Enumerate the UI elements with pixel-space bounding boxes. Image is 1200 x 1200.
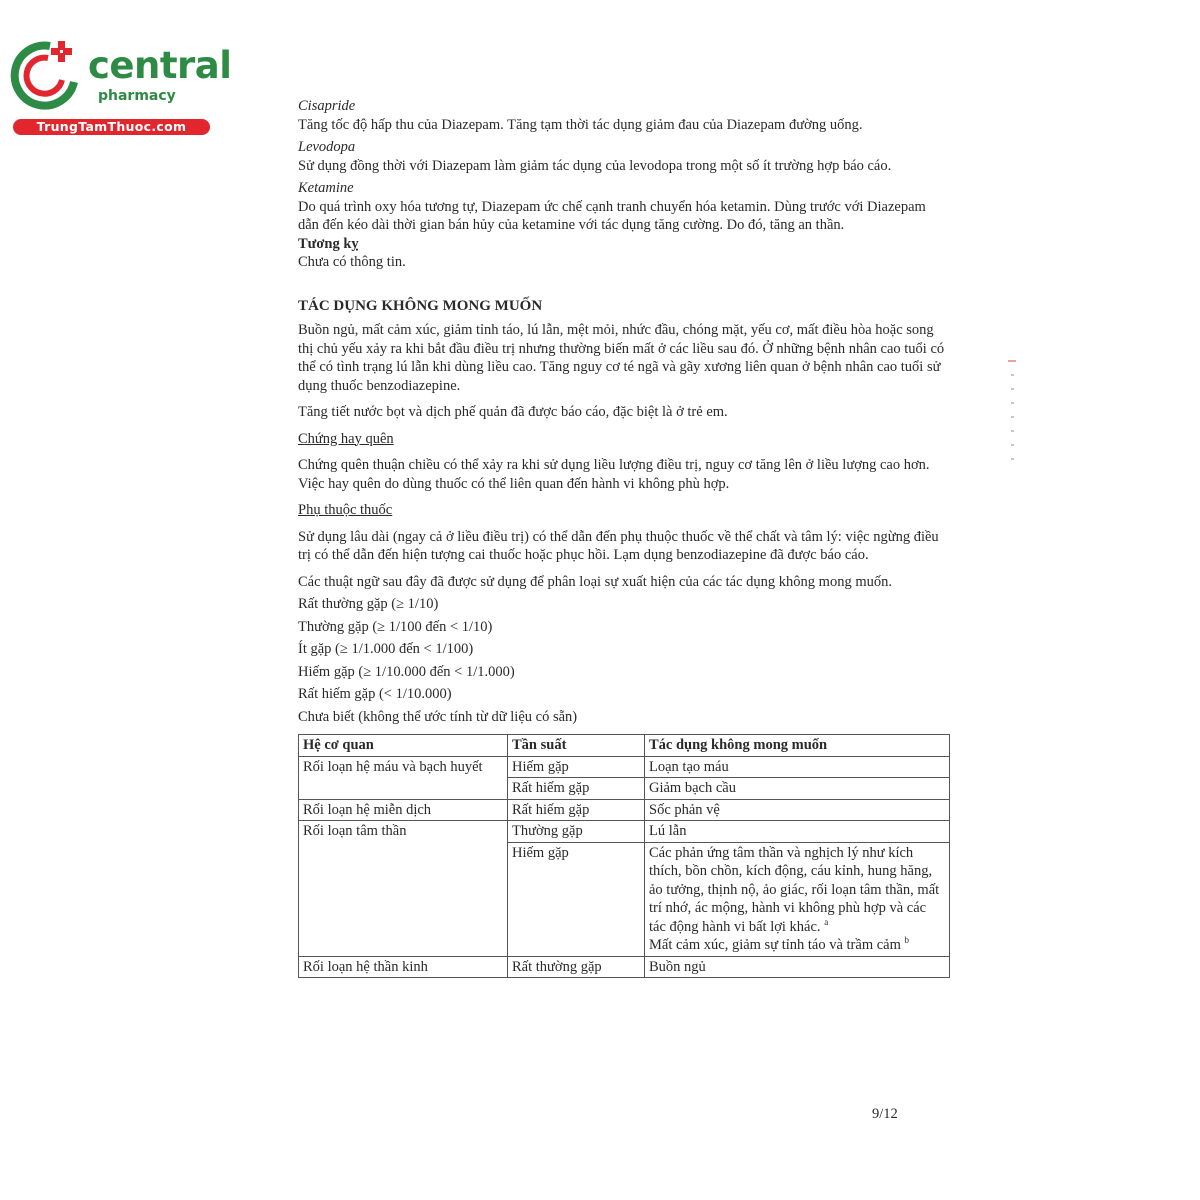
table-row (299, 799, 950, 821)
cell-organ: Rối loạn hệ miễn dịch (299, 799, 508, 821)
table-row (299, 756, 950, 778)
logo-brand-name: central (88, 44, 232, 87)
terms-intro: Các thuật ngữ sau đây đã được sử dụng để phân loại sự xuất hiện của các tác dụng không mong muốn. (298, 573, 892, 590)
cell-frequency: Rất thường gặp (508, 956, 645, 978)
logo-url-banner: TrungTamThuoc.com (13, 119, 210, 135)
drug-name-levodopa: Levodopa (298, 139, 356, 155)
cell-frequency: Rất hiếm gặp (508, 778, 645, 800)
pharmacy-logo-icon (10, 38, 82, 110)
frequency-unknown: Chưa biết (không thể ước tính từ dữ liệu có sẵn) (298, 708, 578, 725)
adverse-paragraph-2: Tăng tiết nước bọt và dịch phế quản đã được báo cáo, đặc biệt là ở trẻ em. (298, 404, 728, 420)
cell-effect: Loạn tạo máu (645, 756, 950, 778)
incompatibility-text: Chưa có thông tin. (298, 254, 406, 270)
table-row (299, 821, 950, 843)
header-frequency: Tần suất (508, 735, 645, 757)
table-header-row (299, 735, 950, 757)
effect-text: Mất cảm xúc, giảm sự tỉnh táo và trầm cảm (649, 937, 901, 953)
frequency-rare: Hiếm gặp (≥ 1/10.000 đến < 1/1.000) (298, 663, 515, 680)
scan-margin-marks (1007, 360, 1017, 510)
amnesia-text: Chứng quên thuận chiều có thể xảy ra khi sử dụng liều lượng điều trị, nguy cơ tăng lên ở liều lượng cao hơn. Việc hay quên do dùng thuốc có thể liên quan đến hành vi không phù hợp. (298, 457, 930, 492)
central-pharmacy-logo (10, 38, 232, 138)
frequency-very-common: Rất thường gặp (≥ 1/10) (298, 596, 439, 612)
interaction-text: Sử dụng đồng thời với Diazepam làm giảm tác dụng của levodopa trong một số ít trường hợp báo cáo. (298, 157, 892, 174)
cell-effect: Lú lẫn (645, 821, 950, 843)
cell-frequency: Thường gặp (508, 821, 645, 843)
cell-effect-multi (645, 842, 950, 956)
cell-frequency: Hiếm gặp (508, 756, 645, 778)
frequency-common: Thường gặp (≥ 1/100 đến < 1/10) (298, 618, 493, 635)
section-title-adverse-effects: TÁC DỤNG KHÔNG MONG MUỐN (298, 297, 543, 314)
drug-name-ketamine: Ketamine (298, 180, 354, 196)
subtitle-amnesia: Chứng hay quên (298, 430, 394, 447)
adverse-effects-table (298, 734, 950, 978)
interaction-text: Do quá trình oxy hóa tương tự, Diazepam ức chế cạnh tranh chuyển hóa ketamin. Dùng trước với Diazepam dẫn đến kéo dài thời gian bán hủy của ketamine với tác dụng tăng cường. Do đó, tăng an thần. (298, 198, 926, 233)
effect-text: Các phản ứng tâm thần và nghịch lý như kích thích, bồn chồn, kích động, cáu kỉnh, hung hăng, ảo tưởng, thịnh nộ, ảo giác, rối loạn tâm thần, mất trí nhớ, ác mộng, hành vi không phù hợp và các tác động hành vi bất lợi khác. (649, 844, 940, 935)
cell-effect: Buồn ngủ (645, 956, 950, 978)
logo-subtitle: pharmacy (98, 88, 176, 104)
cell-frequency: Hiếm gặp (508, 842, 645, 956)
header-adverse-effect: Tác dụng không mong muốn (645, 735, 950, 757)
cell-effect: Giảm bạch cầu (645, 778, 950, 800)
cell-organ: Rối loạn hệ thần kinh (299, 956, 508, 978)
table-row (299, 956, 950, 978)
footnote-b: b (904, 935, 909, 946)
cell-organ: Rối loạn hệ máu và bạch huyết (299, 756, 508, 799)
document-body (298, 97, 948, 978)
cell-organ: Rối loạn tâm thần (299, 821, 508, 957)
subtitle-dependence: Phụ thuộc thuốc (298, 502, 393, 518)
adverse-paragraph-1: Buồn ngủ, mất cảm xúc, giảm tỉnh táo, lú lẫn, mệt mỏi, nhức đầu, chóng mặt, yếu cơ, mất điều hòa hoặc song thị chủ yếu xảy ra khi bắt đầu điều trị nhưng thường biến mất ở các liều sau đó. Ở những bệnh nhân cao tuổi có thể có tình trạng lú lẫn khi dùng liều cao. Tăng nguy cơ té ngã và gãy xương liên quan ở bệnh nhân cao tuổi sử dụng thuốc benzodiazepine. (298, 322, 945, 394)
drug-name-cisapride: Cisapride (298, 98, 356, 114)
interaction-text: Tăng tốc độ hấp thu của Diazepam. Tăng tạm thời tác dụng giảm đau của Diazepam đường uống. (298, 116, 863, 133)
frequency-very-rare: Rất hiếm gặp (< 1/10.000) (298, 686, 452, 702)
incompatibility-title: Tương kỵ (298, 235, 359, 252)
cell-frequency: Rất hiếm gặp (508, 799, 645, 821)
frequency-uncommon: Ít gặp (≥ 1/1.000 đến < 1/100) (298, 641, 474, 657)
cell-effect: Sốc phản vệ (645, 799, 950, 821)
page-number: 9/12 (872, 1106, 898, 1122)
footnote-a: a (824, 916, 829, 927)
dependence-text: Sử dụng lâu dài (ngay cả ở liều điều trị) có thể dẫn đến phụ thuộc thuốc về thể chất và tâm lý: việc ngừng điều trị có thể dẫn đến hiện tượng cai thuốc hoặc phục hồi. Lạm dụng benzodiazepine đã được báo cáo. (298, 528, 939, 563)
header-organ-system: Hệ cơ quan (299, 735, 508, 757)
